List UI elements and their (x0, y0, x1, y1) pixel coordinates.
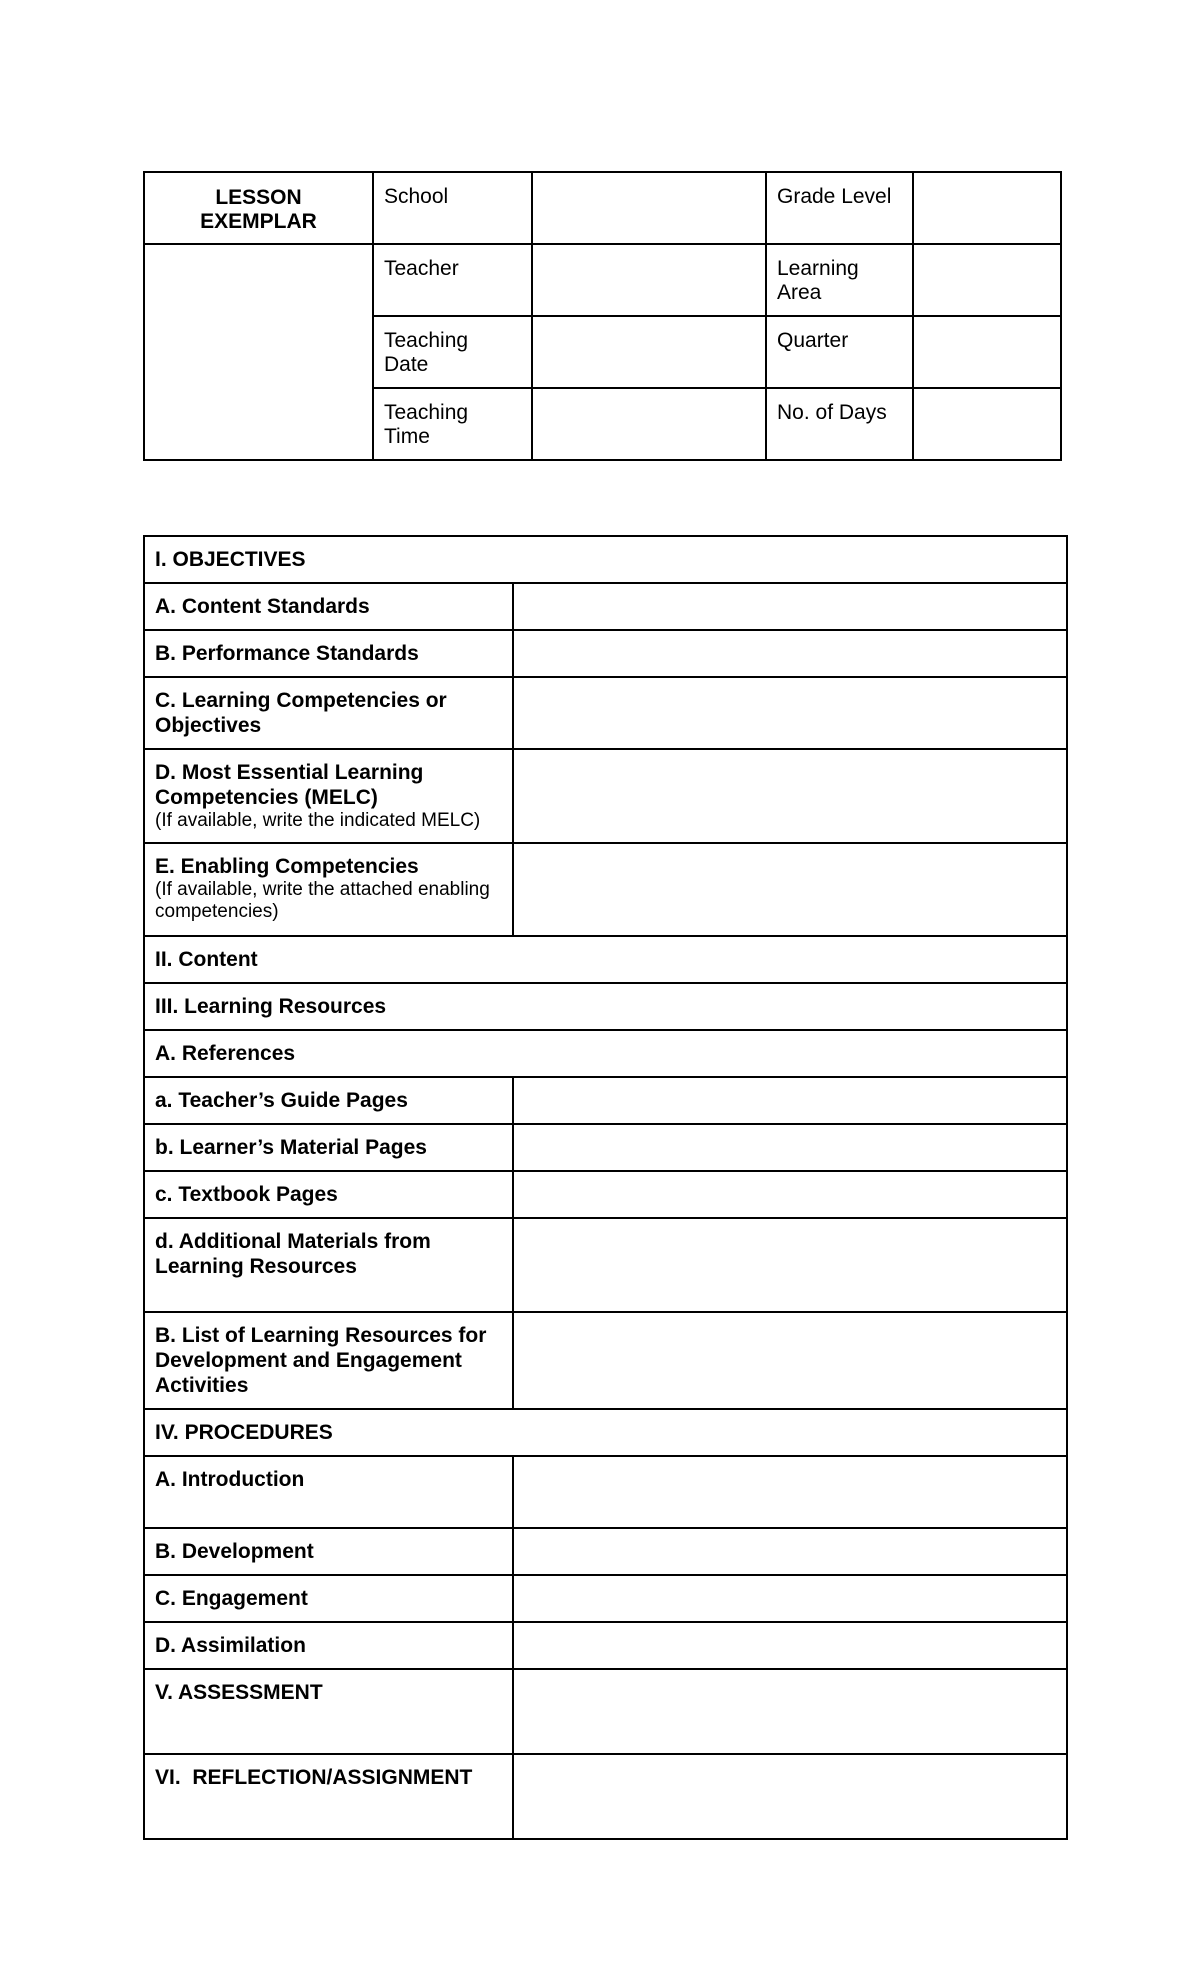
assimilation-label: D. Assimilation (144, 1622, 513, 1669)
teacher-label: Teacher (373, 244, 532, 316)
learning-area-line-2: Area (777, 281, 822, 304)
introduction-value[interactable] (513, 1456, 1067, 1528)
development-label: B. Development (144, 1528, 513, 1575)
reflection-value[interactable] (513, 1754, 1067, 1839)
school-label: School (373, 172, 532, 244)
learning-area-value[interactable] (913, 244, 1061, 316)
lesson-plan-table (143, 535, 1068, 1840)
teaching-time-line-1: Teaching (384, 401, 469, 424)
assimilation-value[interactable] (513, 1622, 1067, 1669)
no-of-days-value[interactable] (913, 388, 1061, 460)
resources-list-line-2: Development and Engagement (155, 1349, 462, 1372)
learners-material-value[interactable] (513, 1124, 1067, 1171)
teaching-date-label (373, 316, 532, 388)
textbook-label: c. Textbook Pages (144, 1171, 513, 1218)
melc-line-1: D. Most Essential Learning (155, 761, 424, 784)
performance-standards-label: B. Performance Standards (144, 630, 513, 677)
learning-area-line-1: Learning (777, 257, 859, 280)
additional-materials-label (144, 1218, 513, 1312)
engagement-value[interactable] (513, 1575, 1067, 1622)
enabling-note-line-1: (If available, write the attached enabling (155, 879, 490, 900)
melc-note: (If available, write the indicated MELC) (155, 810, 481, 831)
learning-competencies-value[interactable] (513, 677, 1067, 749)
grade-level-value[interactable] (913, 172, 1061, 244)
performance-standards-value[interactable] (513, 630, 1067, 677)
engagement-label: C. Engagement (144, 1575, 513, 1622)
melc-label (144, 749, 513, 843)
resources-list-line-3: Activities (155, 1374, 249, 1397)
resources-list-label (144, 1312, 513, 1409)
learning-resources-heading: III. Learning Resources (144, 983, 1067, 1030)
enabling-competencies-label (144, 843, 513, 936)
references-heading: A. References (144, 1030, 1067, 1077)
reflection-label: VI. REFLECTION/ASSIGNMENT (144, 1754, 513, 1839)
teaching-date-line-1: Teaching (384, 329, 469, 352)
quarter-label: Quarter (766, 316, 913, 388)
learning-competencies-line-2: Objectives (155, 714, 262, 737)
quarter-value[interactable] (913, 316, 1061, 388)
school-value[interactable] (532, 172, 766, 244)
additional-materials-line-1: d. Additional Materials from (155, 1230, 431, 1253)
assessment-label: V. ASSESSMENT (144, 1669, 513, 1754)
enabling-competencies-value[interactable] (513, 843, 1067, 936)
title-line-2: EXEMPLAR (200, 210, 317, 233)
textbook-value[interactable] (513, 1171, 1067, 1218)
introduction-label: A. Introduction (144, 1456, 513, 1528)
development-value[interactable] (513, 1528, 1067, 1575)
teaching-date-line-2: Date (384, 353, 429, 376)
lesson-header-table (143, 171, 1062, 461)
teachers-guide-label: a. Teacher’s Guide Pages (144, 1077, 513, 1124)
content-standards-value[interactable] (513, 583, 1067, 630)
teachers-guide-value[interactable] (513, 1077, 1067, 1124)
teaching-time-line-2: Time (384, 425, 430, 448)
learners-material-label: b. Learner’s Material Pages (144, 1124, 513, 1171)
assessment-value[interactable] (513, 1669, 1067, 1754)
enabling-note-line-2: competencies) (155, 901, 279, 922)
resources-list-line-1: B. List of Learning Resources for (155, 1324, 487, 1347)
content-heading: II. Content (144, 936, 1067, 983)
content-standards-label: A. Content Standards (144, 583, 513, 630)
objectives-heading: I. OBJECTIVES (144, 536, 1067, 583)
additional-materials-line-2: Learning Resources (155, 1255, 357, 1278)
header-blank-cell (144, 244, 373, 460)
enabling-competencies-title: E. Enabling Competencies (155, 855, 419, 878)
learning-competencies-line-1: C. Learning Competencies or (155, 689, 447, 712)
melc-value[interactable] (513, 749, 1067, 843)
melc-line-2: Competencies (MELC) (155, 786, 378, 809)
teaching-date-value[interactable] (532, 316, 766, 388)
resources-list-value[interactable] (513, 1312, 1067, 1409)
teaching-time-label (373, 388, 532, 460)
learning-area-label (766, 244, 913, 316)
teacher-value[interactable] (532, 244, 766, 316)
title-line-1: LESSON (215, 186, 302, 209)
learning-competencies-label (144, 677, 513, 749)
grade-level-label: Grade Level (766, 172, 913, 244)
additional-materials-value[interactable] (513, 1218, 1067, 1312)
teaching-time-value[interactable] (532, 388, 766, 460)
lesson-exemplar-title (144, 172, 373, 244)
no-of-days-label: No. of Days (766, 388, 913, 460)
procedures-heading: IV. PROCEDURES (144, 1409, 1067, 1456)
